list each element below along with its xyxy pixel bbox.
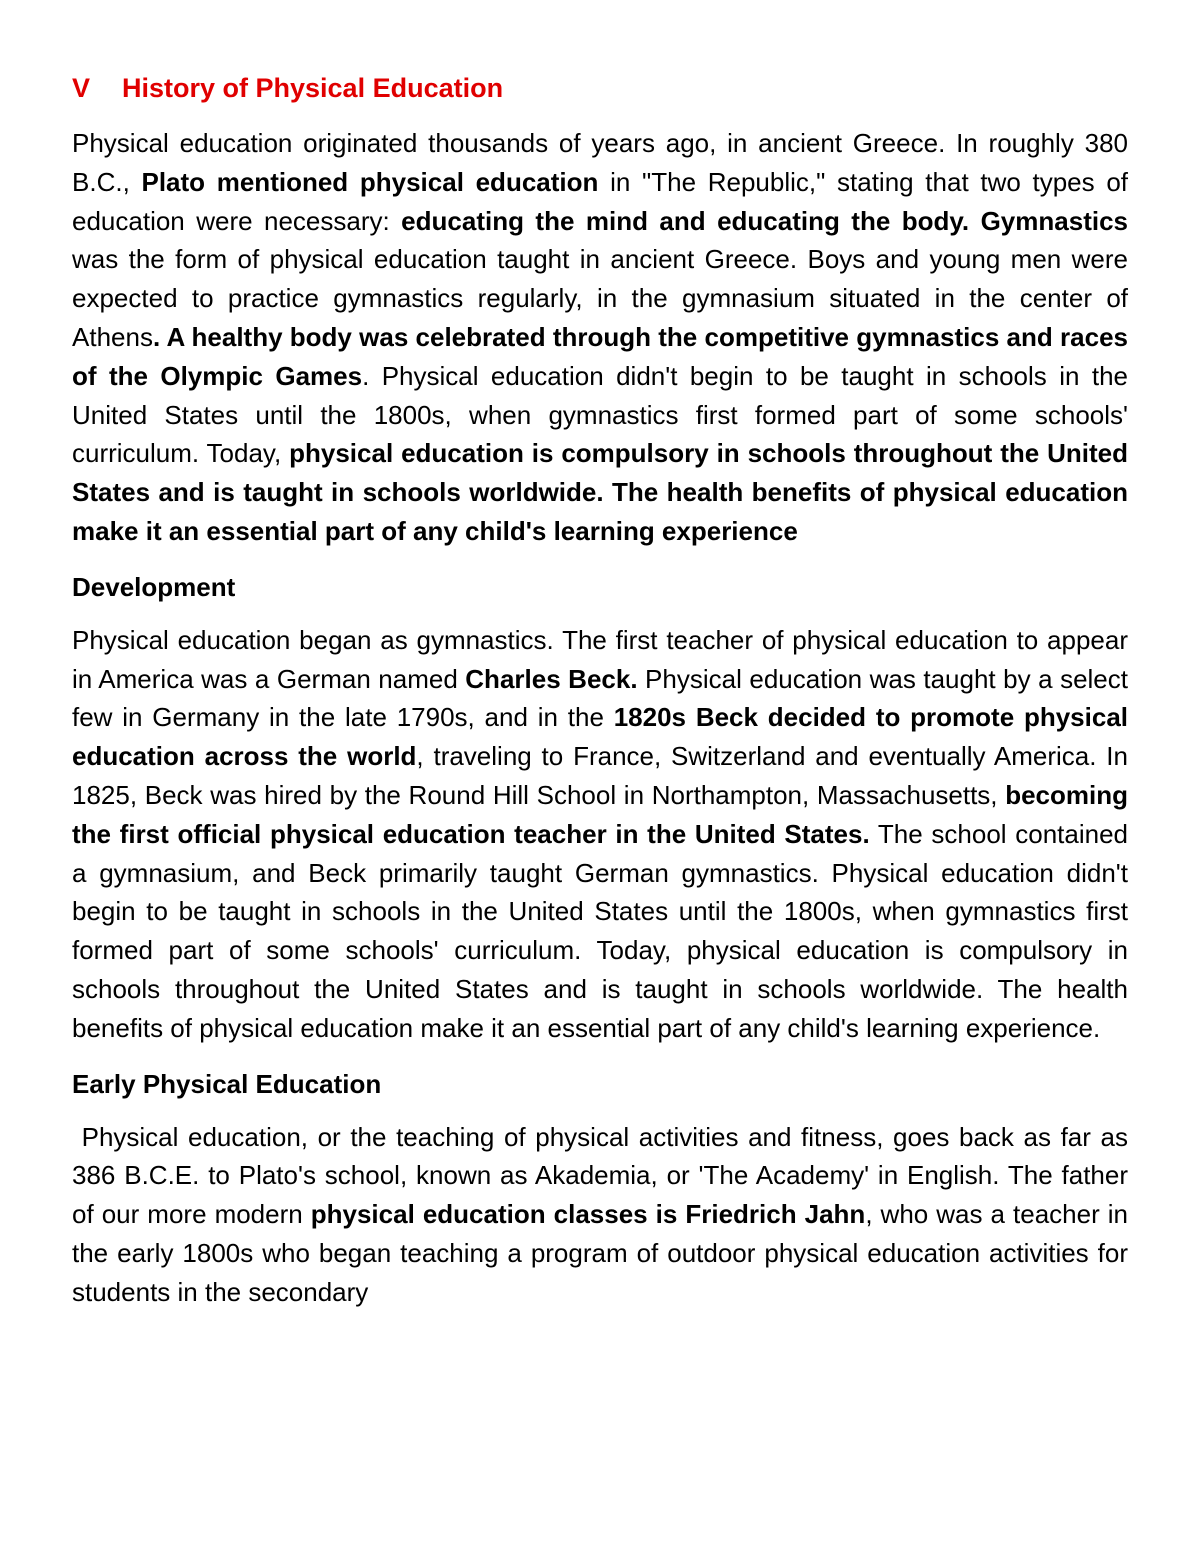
text-run: , who was a teacher in the early 1800s who began teaching a program of outdoor physical education activities for students in the secondary: [72, 1199, 1128, 1307]
text-run: Physical education began as gymnastics. The first teacher of physical education to appear in America was a German named: [72, 624, 1128, 694]
text-run: The school contained a gymnasium, and Beck primarily taught German gymnastics. Physical education didn't begin to be taught in schools in the United States until the 1800s, when gymnastics first formed part of some schools' curriculum. Today, physical education is compulsory in schools throughout the United States and is taught in schools worldwide. The health benefits of physical education make it an essential part of any child's learning experience.: [72, 818, 1128, 1043]
text-run: , traveling to France, Switzerland and eventually America. In 1825, Beck was hired by the Round Hill School in Northampton, Massachusetts,: [72, 741, 1128, 810]
text-run: Physical education was taught by a select few in Germany in the late 1790s, and in the: [72, 663, 1128, 733]
bold-text-run: 1820s Beck decided to promote physical education across the world: [72, 702, 1128, 772]
heading-development: Development: [72, 571, 236, 602]
bold-text-run: becoming the first official physical education teacher in the United States.: [72, 779, 1128, 849]
bold-text-run: . A healthy body was celebrated through the competitive gymnastics and races of the Olympic Games: [72, 321, 1128, 391]
paragraph-development: [72, 621, 1128, 1048]
text-run: Physical education, or the teaching of physical activities and fitness, goes back as far as 386 B.C.E. to Plato's school, known as Akademia, or 'The Academy' in English. The father of our more modern: [72, 1121, 1128, 1230]
heading-early-physical-education: Early Physical Education: [72, 1068, 382, 1099]
text-run: Physical education originated thousands of years ago, in ancient Greece. In roughly 380 B.C.,: [72, 128, 1128, 197]
text-run: was the form of physical education taught in ancient Greece. Boys and young men were expected to practice gymnastics regularly, in the gymnasium situated in the center of Athens: [72, 244, 1128, 352]
section-number: V: [72, 73, 91, 103]
text-run: in "The Republic," stating that two types of education were necessary:: [72, 166, 1129, 236]
bold-text-run: physical education classes is Friedrich Jahn: [310, 1199, 866, 1230]
bold-text-run: physical education is compulsory in schools throughout the United States and is taught in schools worldwide. The health benefits of physical education make it an essential part of any child's learning experience: [72, 438, 1128, 546]
document-title: [72, 66, 1128, 110]
bold-text-run: Plato mentioned physical education: [141, 166, 599, 197]
section-title: History of Physical Education: [122, 73, 504, 103]
text-run: . Physical education didn't begin to be taught in schools in the United States until the 1800s, when gymnastics first formed part of some schools' curriculum. Today,: [72, 360, 1128, 469]
bold-text-run: Charles Beck.: [465, 663, 638, 694]
bold-text-run: educating the mind and educating the body. Gymnastics: [401, 205, 1128, 236]
paragraph-early-physical-education: [72, 1118, 1128, 1312]
document-page: [72, 66, 1128, 1312]
paragraph-history: [72, 124, 1128, 551]
